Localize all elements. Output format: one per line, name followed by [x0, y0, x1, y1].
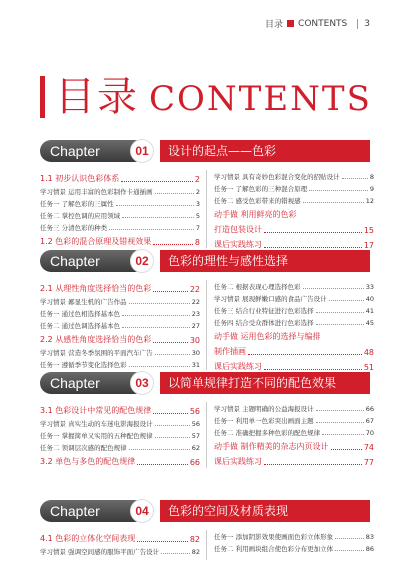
toc-entry[interactable]: [40, 307, 200, 318]
toc-section-entry[interactable]: [214, 438, 374, 452]
toc-column-left: [40, 170, 200, 248]
dot-leader: [316, 324, 364, 325]
toc-section-entry[interactable]: [40, 453, 200, 467]
entry-page: 12: [365, 197, 374, 205]
entry-title: 2.1 从理性角度选择恰当的色彩: [40, 284, 152, 293]
toc-entry[interactable]: [214, 402, 374, 413]
toc-section-entry[interactable]: [214, 206, 374, 220]
entry-page: 22: [191, 298, 200, 306]
entry-title: 打造包装设计: [214, 225, 262, 234]
toc-entry[interactable]: [214, 292, 374, 303]
entry-title: 学习情景 鄙显生机的广告作品: [40, 298, 127, 306]
entry-page: 82: [191, 548, 200, 556]
entry-title: 课后实践练习: [214, 362, 262, 371]
title-bar-decoration: [40, 76, 45, 118]
entry-title: 任务三 结合行业特征进行色彩选择: [214, 307, 314, 315]
toc-section-entry[interactable]: [40, 280, 200, 294]
entry-page: 23: [191, 310, 200, 318]
toc-entry[interactable]: [214, 414, 374, 425]
entry-page: 48: [363, 348, 374, 357]
entry-page: 17: [363, 241, 374, 250]
dot-leader: [153, 413, 188, 414]
entry-page: 62: [191, 444, 200, 452]
column-divider: [206, 530, 207, 560]
chapter-number: 04: [130, 499, 154, 523]
entry-title: 任务二 掌控色调的应用领域: [40, 212, 121, 220]
dot-leader: [153, 244, 193, 245]
column-divider: [206, 280, 207, 370]
toc-section-entry[interactable]: [214, 221, 374, 235]
toc-column-left: [40, 402, 200, 468]
entry-title: 任务一 掌握简单又实用的五种配色规律: [40, 432, 153, 440]
page-title-cn: 目录: [55, 74, 139, 120]
entry-title: 学习情景 营造冬季氛围的平面汽车广告: [40, 349, 153, 357]
toc-entry[interactable]: [40, 197, 200, 208]
chapter-label: [40, 372, 149, 394]
entry-title: 1.1 初步认识色彩体系: [40, 174, 120, 183]
red-square-icon: [287, 20, 294, 27]
toc-section-entry[interactable]: [214, 358, 374, 372]
dot-leader: [342, 178, 368, 179]
entry-page: 30: [191, 349, 200, 357]
page-number: 3: [357, 19, 370, 29]
entry-page: 56: [191, 420, 200, 428]
chapter-word: Chapter: [50, 253, 100, 269]
header-title-en: CONTENTS: [298, 18, 348, 29]
entry-title: 任务一 添加阴影效果使画面色彩立体形象: [214, 533, 334, 541]
dot-leader: [316, 312, 364, 313]
entry-title: 任务一 通过色相选择基本色: [40, 310, 121, 318]
dot-leader: [264, 247, 362, 248]
entry-page: 5: [195, 212, 200, 220]
chapter-header[interactable]: [40, 140, 370, 162]
column-divider: [206, 170, 207, 248]
dot-leader: [264, 232, 362, 233]
toc-section-entry[interactable]: [214, 328, 374, 342]
chapter-label: [40, 140, 149, 162]
toc-entry[interactable]: [40, 209, 200, 220]
page-title: [40, 72, 372, 118]
dot-leader: [329, 300, 364, 301]
dot-leader: [116, 205, 194, 206]
dot-leader: [335, 538, 364, 539]
dot-leader: [248, 354, 362, 355]
entry-title: 学习情景 强调空间感的服饰平面广告设计: [40, 548, 160, 556]
entry-page: 57: [191, 432, 200, 440]
toc-column-right: [214, 530, 374, 554]
chapter-number: 01: [130, 139, 154, 163]
chapter-header[interactable]: [40, 500, 370, 522]
toc-entry[interactable]: [40, 417, 200, 428]
entry-title: 任务一 了解色彩的三属性: [40, 200, 114, 208]
toc-entry[interactable]: [40, 441, 200, 452]
dot-leader: [155, 437, 190, 438]
entry-page: 74: [363, 443, 374, 452]
entry-title: 课后实践练习: [214, 240, 262, 249]
toc-column-right: [214, 170, 374, 251]
page-title-en: CONTENTS: [149, 79, 372, 119]
entry-title: 2.2 从感性角度选择恰当的色彩: [40, 335, 152, 344]
entry-page: 67: [365, 417, 374, 425]
entry-page: 66: [365, 405, 374, 413]
entry-title: 任务二 根据表现心理选择色彩: [214, 283, 301, 291]
header-title-cn: 目录: [265, 20, 284, 30]
entry-title: 4.1 色彩的立体化空间表现: [40, 534, 136, 543]
entry-page: 31: [191, 361, 200, 369]
entry-page: 27: [191, 322, 200, 330]
dot-leader: [122, 315, 190, 316]
dot-leader: [137, 464, 188, 465]
chapter-word: Chapter: [50, 375, 100, 391]
toc-section-entry[interactable]: [40, 402, 200, 416]
toc-section-entry[interactable]: [40, 331, 200, 345]
entry-title: 任务二 感受色彩带来的错视感: [214, 197, 301, 205]
dot-leader: [129, 449, 190, 450]
entry-title: 3.1 色彩设计中常见的配色规律: [40, 406, 152, 415]
chapter-word: Chapter: [50, 143, 100, 159]
entry-page: 8: [194, 238, 200, 247]
entry-page: 30: [189, 336, 200, 345]
toc-entry[interactable]: [40, 221, 200, 232]
entry-page: 40: [365, 295, 374, 303]
toc-entry[interactable]: [40, 429, 200, 440]
entry-title: 制作插画: [214, 347, 246, 356]
chapter-word: Chapter: [50, 503, 100, 519]
toc-column-left: [40, 530, 200, 557]
chapter-title: 色彩的理性与感性选择: [160, 250, 370, 272]
chapter-header[interactable]: [40, 372, 370, 394]
dot-leader: [264, 464, 362, 465]
entry-title: 任务二 准确把握多种色彩的配色规律: [214, 429, 321, 437]
entry-page: 2: [194, 175, 200, 184]
entry-title: 学习情景 主题明确的公益海报设计: [214, 405, 314, 413]
dot-leader: [335, 550, 364, 551]
entry-page: 82: [189, 535, 200, 544]
toc-entry[interactable]: [214, 194, 374, 205]
entry-title: 学习情景 展现鲜嫩口感的食品广告设计: [214, 295, 327, 303]
toc-section-entry[interactable]: [214, 343, 374, 357]
toc-entry[interactable]: [214, 170, 374, 181]
dot-leader: [109, 229, 194, 230]
toc-column-right: [214, 280, 374, 373]
dot-leader: [309, 190, 368, 191]
chapter-number: 02: [130, 249, 154, 273]
entry-title: 任务一 遵循季节变化选择色彩: [40, 361, 127, 369]
toc-entry[interactable]: [214, 182, 374, 193]
chapter-label: [40, 250, 149, 272]
toc-entry[interactable]: [40, 319, 200, 330]
toc-entry[interactable]: [214, 316, 374, 327]
dot-leader: [121, 181, 193, 182]
toc-entry[interactable]: [214, 530, 374, 541]
dot-leader: [303, 202, 364, 203]
entry-title: 课后实践练习: [214, 457, 262, 466]
chapter-number: 03: [130, 371, 154, 395]
dot-leader: [322, 434, 364, 435]
dot-leader: [155, 193, 194, 194]
entry-title: 任务一 了解色彩的三种混合原理: [214, 185, 308, 193]
dot-leader: [316, 410, 364, 411]
entry-title: 任务二 利用画块组合使色彩分布更加立体: [214, 545, 334, 553]
chapter-label: [40, 500, 149, 522]
toc-section-entry[interactable]: [40, 170, 200, 184]
dot-leader: [129, 303, 190, 304]
toc-entry[interactable]: [40, 185, 200, 196]
entry-title: 1.2 色彩的混合原理及错视效果: [40, 237, 152, 246]
toc-section-entry[interactable]: [40, 233, 200, 247]
entry-page: 33: [365, 283, 374, 291]
entry-title: 动手做 利用鲜亮的色彩: [214, 210, 297, 219]
chapter-title: 设计的起点——色彩: [160, 140, 370, 162]
entry-page: 77: [363, 458, 374, 467]
entry-title: 学习情景 真实生动的车迷电影海报设计: [40, 420, 153, 428]
toc-section-entry[interactable]: [214, 453, 374, 467]
entry-title: 学习情景 具有奇妙色彩混合变化的招贴设计: [214, 173, 340, 181]
entry-title: 动手做 运用色彩的选择与编排: [214, 332, 321, 341]
entry-title: 3.2 单色与多色的配色规律: [40, 457, 136, 466]
entry-title: 动手做 制作精美的杂志内页设计: [214, 442, 329, 451]
entry-title: 任务一 利用单一色彩突出画面主题: [214, 417, 314, 425]
entry-page: 8: [369, 173, 374, 181]
entry-page: 56: [189, 407, 200, 416]
dot-leader: [303, 288, 364, 289]
entry-page: 9: [369, 185, 374, 193]
toc-entry[interactable]: [40, 346, 200, 357]
toc-entry[interactable]: [40, 545, 200, 556]
dot-leader: [122, 327, 190, 328]
entry-title: 任务二 领调层次感的配色规律: [40, 444, 127, 452]
toc-entry[interactable]: [214, 542, 374, 553]
dot-leader: [129, 366, 190, 367]
toc-section-entry[interactable]: [214, 236, 374, 250]
dot-leader: [137, 541, 188, 542]
entry-page: 41: [365, 307, 374, 315]
entry-page: 86: [365, 545, 374, 553]
entry-page: 7: [195, 224, 200, 232]
entry-page: 3: [195, 200, 200, 208]
running-header: [265, 17, 370, 30]
toc-section-entry[interactable]: [40, 530, 200, 544]
chapter-header[interactable]: [40, 250, 370, 272]
entry-page: 45: [365, 319, 374, 327]
entry-page: 83: [365, 533, 374, 541]
dot-leader: [122, 217, 194, 218]
chapter-title: 色彩的空间及材质表现: [160, 500, 370, 522]
column-divider: [206, 402, 207, 468]
entry-page: 70: [365, 429, 374, 437]
chapter-title: 以简单规律打造不同的配色效果: [160, 372, 370, 394]
toc-entry[interactable]: [214, 426, 374, 437]
toc-column-right: [214, 402, 374, 468]
entry-page: 22: [189, 285, 200, 294]
entry-page: 51: [363, 363, 374, 372]
toc-entry[interactable]: [40, 295, 200, 306]
dot-leader: [155, 354, 190, 355]
entry-title: 任务二 通过色调选择基本色: [40, 322, 121, 330]
toc-entry[interactable]: [214, 280, 374, 291]
dot-leader: [161, 553, 190, 554]
dot-leader: [331, 449, 362, 450]
entry-page: 15: [363, 226, 374, 235]
dot-leader: [155, 425, 190, 426]
entry-page: 2: [195, 188, 200, 196]
toc-entry[interactable]: [214, 304, 374, 315]
dot-leader: [316, 422, 364, 423]
toc-entry[interactable]: [40, 358, 200, 369]
toc-column-left: [40, 280, 200, 370]
dot-leader: [264, 369, 362, 370]
entry-page: 66: [189, 458, 200, 467]
dot-leader: [153, 291, 188, 292]
dot-leader: [153, 342, 188, 343]
entry-title: 任务四 结合受众群体进行色彩选择: [214, 319, 314, 327]
entry-title: 任务三 分清色彩的种类: [40, 224, 108, 232]
entry-title: 学习情景 运用丰富的色彩制作卡通插画: [40, 188, 153, 196]
